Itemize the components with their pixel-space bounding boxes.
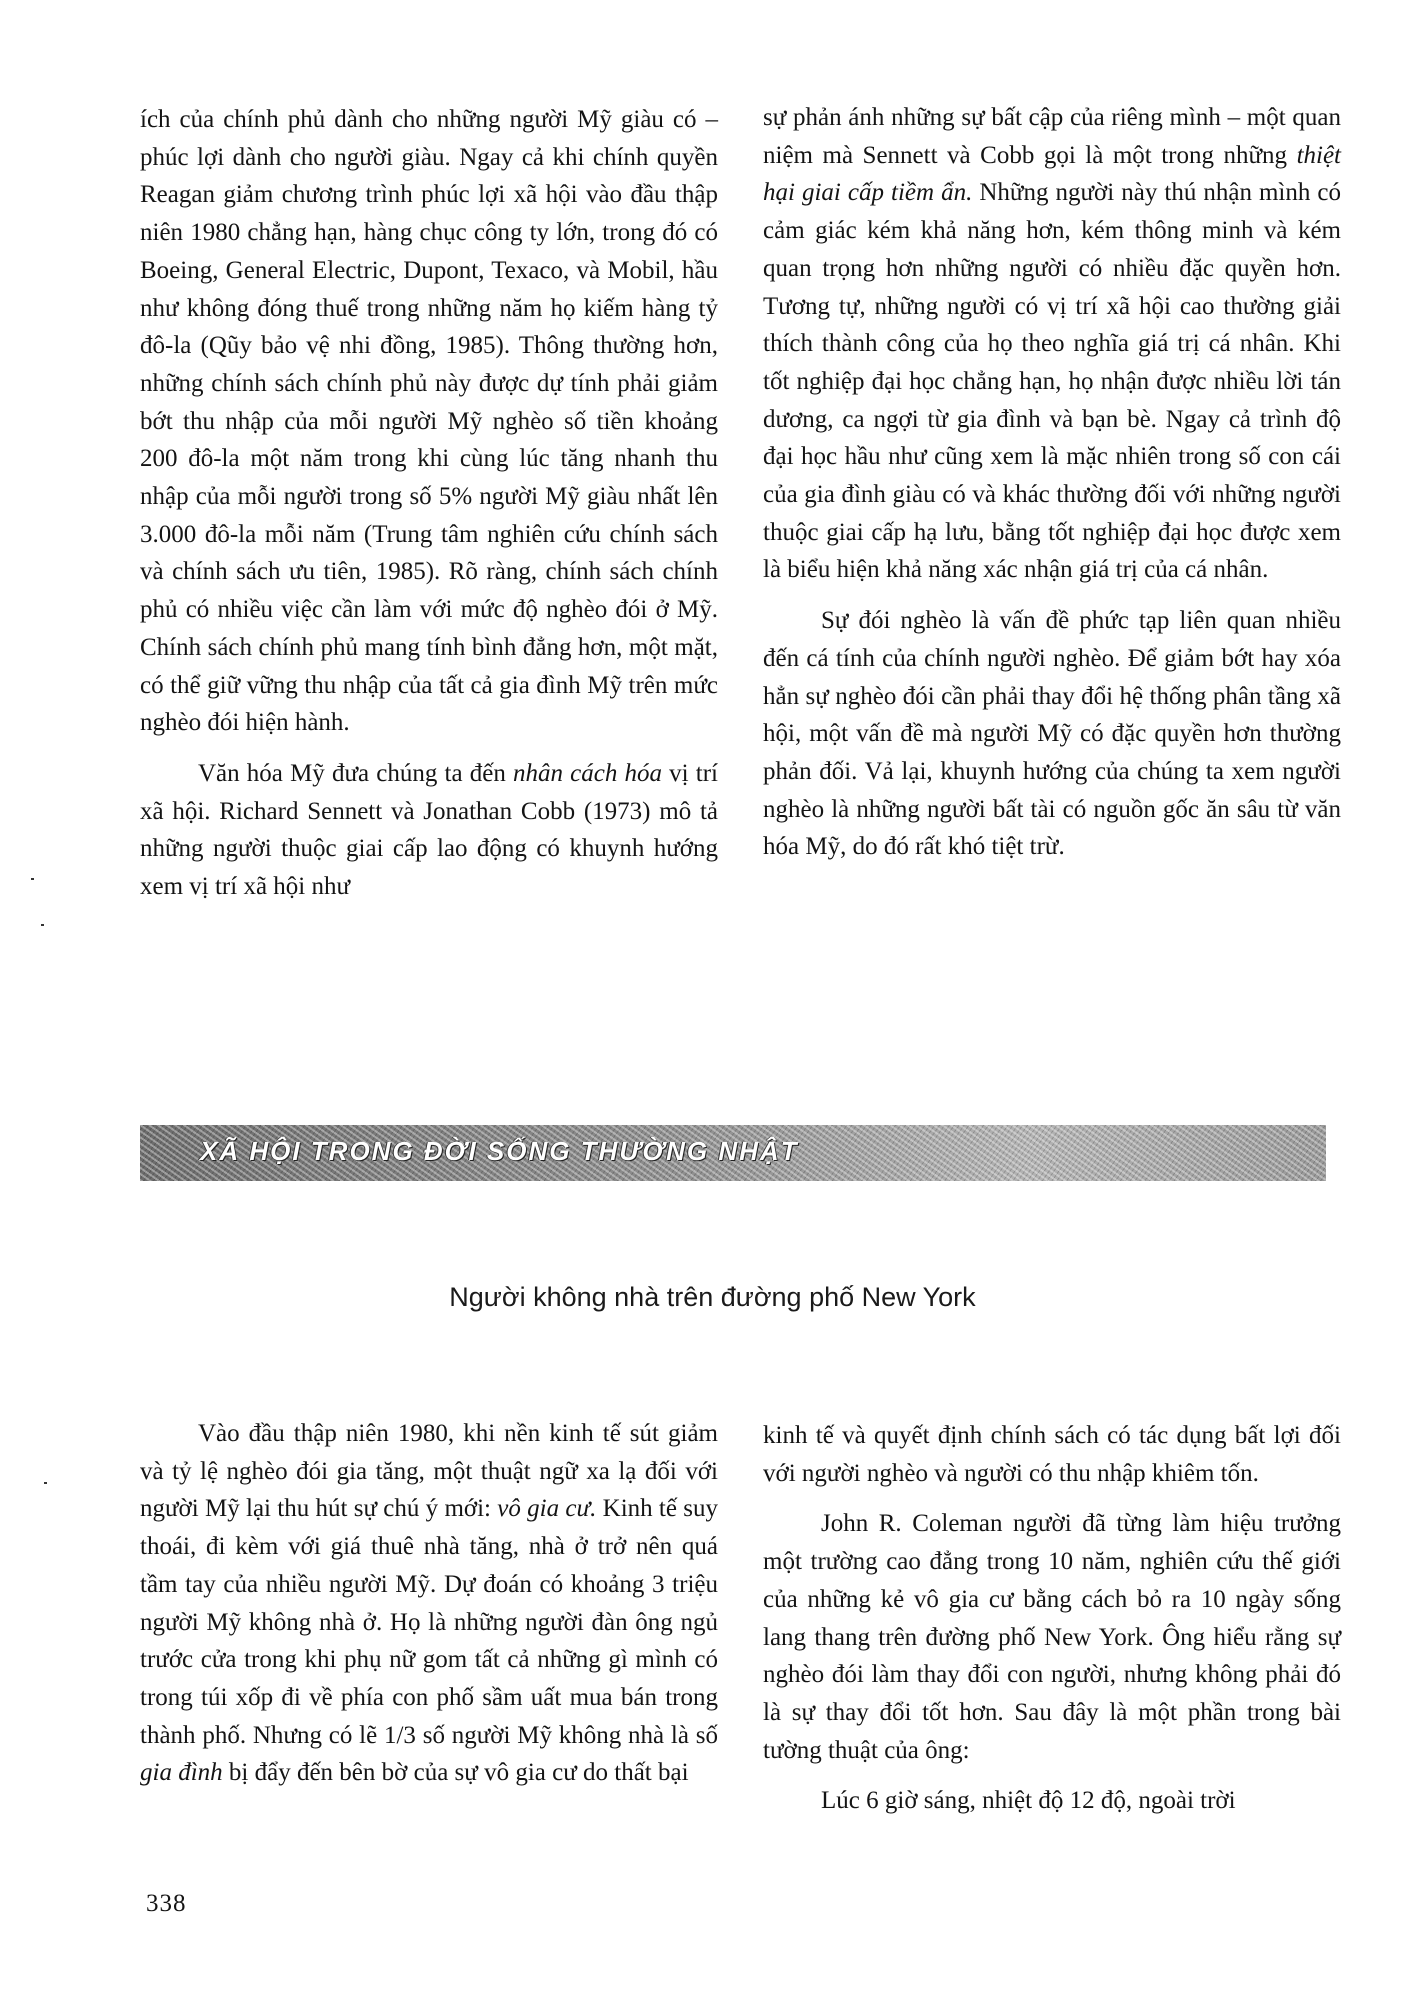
text-run: Sự đói nghèo là vấn đề phức tạp liên quan nhiều đến cá tính của chính người nghèo. Để giảm bớt hay xóa hẳn sự nghèo đói cần phải thay đổi hệ thống phân tầng xã hội, một vấn đề mà người Mỹ có đặc quyền hơn thường phản đối. Vả lại, khuynh hướng của chúng ta xem người nghèo là những người bất tài có nguồn gốc ăn sâu từ văn hóa Mỹ, do đó rất khó tiệt trừ. bbox=[763, 607, 1341, 861]
paragraph bbox=[140, 1415, 718, 1792]
text-run: sự phản ánh những sự bất cập của riêng mình – một quan niệm mà Sennett và Cobb gọi là một trong những bbox=[763, 104, 1341, 169]
scan-speck bbox=[41, 924, 44, 926]
text-run: kinh tế và quyết định chính sách có tác dụng bất lợi đối với người nghèo và người có thu nhập khiêm tốn. bbox=[763, 1422, 1341, 1487]
text-run: Lúc 6 giờ sáng, nhiệt độ 12 độ, ngoài trời bbox=[821, 1787, 1236, 1815]
paragraph bbox=[763, 602, 1341, 866]
text-run: Những người này thú nhận mình có cảm giác kém khả năng hơn, kém thông minh và kém quan trọng hơn những người có nhiều đặc quyền hơn. Tương tự, những người có vị trí xã hội cao thường giải thích thành công của họ theo nghĩa giá trị cá nhân. Khi tốt nghiệp đại học chẳng hạn, họ nhận được nhiều lời tán dương, ca ngợi từ gia đình và bạn bè. Ngay cả trình độ đại học hầu như cũng xem là mặc nhiên trong số con cái của gia đình giàu có và khác thường đối với những người thuộc giai cấp hạ lưu, bằng tốt nghiệp đại học được xem là biểu hiện khả năng xác nhận giá trị của cá nhân. bbox=[763, 179, 1341, 584]
text-column-bottom-left bbox=[140, 1415, 718, 1792]
text-run: Kinh tế suy thoái, đi kèm với giá thuê nhà tăng, nhà ở trở nên quá tầm tay của nhiều người Mỹ. Dự đoán có khoảng 3 triệu người Mỹ không nhà ở. Họ là những người đàn ông ngủ trước cửa trong khi phụ nữ gom tất cả những gì mình có trong túi xốp đi về phía con phố sầm uất mua bán trong thành phố. Nhưng có lẽ 1/3 số người Mỹ không nhà là số bbox=[140, 1495, 718, 1749]
paragraph bbox=[763, 1417, 1341, 1492]
text-run: vị trí xã hội. Richard Sennett và Jonathan Cobb (1973) mô tả những người thuộc giai cấp lao động có khuynh hướng xem vị trí xã hội như bbox=[140, 759, 718, 901]
page-number: 338 bbox=[146, 1890, 187, 1917]
scan-speck bbox=[31, 878, 34, 880]
italic-term: vô gia cư. bbox=[497, 1495, 597, 1523]
text-column-top-right bbox=[763, 99, 1341, 866]
section-banner bbox=[140, 1125, 1326, 1181]
section-banner-title: XÃ HỘI TRONG ĐỜI SỐNG THƯỜNG NHẬT bbox=[200, 1136, 799, 1166]
text-run: Vào đầu thập niên 1980, khi nền kinh tế sút giảm và tỷ lệ nghèo đói gia tăng, một thuật ngữ xa lạ đối với người Mỹ lại thu hút sự chú ý mới: bbox=[140, 1420, 718, 1523]
text-column-bottom-right bbox=[763, 1417, 1341, 1820]
feature-title: Người không nhà trên đường phố New York bbox=[449, 1282, 976, 1312]
paragraph bbox=[140, 755, 718, 906]
text-column-top-left bbox=[140, 101, 718, 906]
text-run: Văn hóa Mỹ đưa chúng ta đến bbox=[198, 759, 513, 787]
paragraph bbox=[140, 101, 718, 742]
text-run: bị đẩy đến bên bờ của sự vô gia cư do thất bại bbox=[222, 1759, 689, 1787]
italic-term: gia đình bbox=[140, 1759, 223, 1787]
paragraph bbox=[763, 1505, 1341, 1769]
italic-term: thiệt hại giai cấp tiềm ẩn. bbox=[763, 141, 1341, 207]
paragraph bbox=[763, 99, 1341, 589]
paragraph bbox=[763, 1782, 1341, 1820]
text-run: John R. Coleman người đã từng làm hiệu trưởng một trường cao đẳng trong 10 năm, nghiên cứu thế giới của những kẻ vô gia cư bằng cách bỏ ra 10 ngày sống lang thang trên đường phố New York. Ông hiểu rằng sự nghèo đói làm thay đổi con người, nhưng không phải đó là sự thay đổi tốt hơn. Sau đây là một phần trong bài tường thuật của ông: bbox=[763, 1510, 1341, 1764]
text-run: ích của chính phủ dành cho những người Mỹ giàu có – phúc lợi dành cho người giàu. Ngay cả khi chính quyền Reagan giảm chương trình phúc lợi xã hội vào đầu thập niên 1980 chẳng hạn, hàng chục công ty lớn, trong đó có Boeing, General Electric, Dupont, Texaco, và Mobil, hầu như không đóng thuế trong những năm họ kiếm hàng tỷ đô-la (Qũy bảo vệ nhi đồng, 1985). Thông thường hơn, những chính sách chính phủ này được dự tính phải giảm bớt thu nhập của mỗi người Mỹ nghèo số tiền khoảng 200 đô-la một năm trong khi cùng lúc tăng nhanh thu nhập của mỗi người trong số 5% người Mỹ giàu nhất lên 3.000 đô-la mỗi năm (Trung tâm nghiên cứu chính sách và chính sách ưu tiên, 1985). Rõ ràng, chính sách chính phủ có nhiều việc cần làm với mức độ nghèo đói ở Mỹ. Chính sách chính phủ mang tính bình đẳng hơn, một mặt, có thể giữ vững thu nhập của tất cả gia đình Mỹ trên mức nghèo đói hiện hành. bbox=[140, 106, 718, 737]
scan-speck bbox=[44, 1482, 47, 1484]
italic-term: nhân cách hóa bbox=[512, 759, 662, 787]
